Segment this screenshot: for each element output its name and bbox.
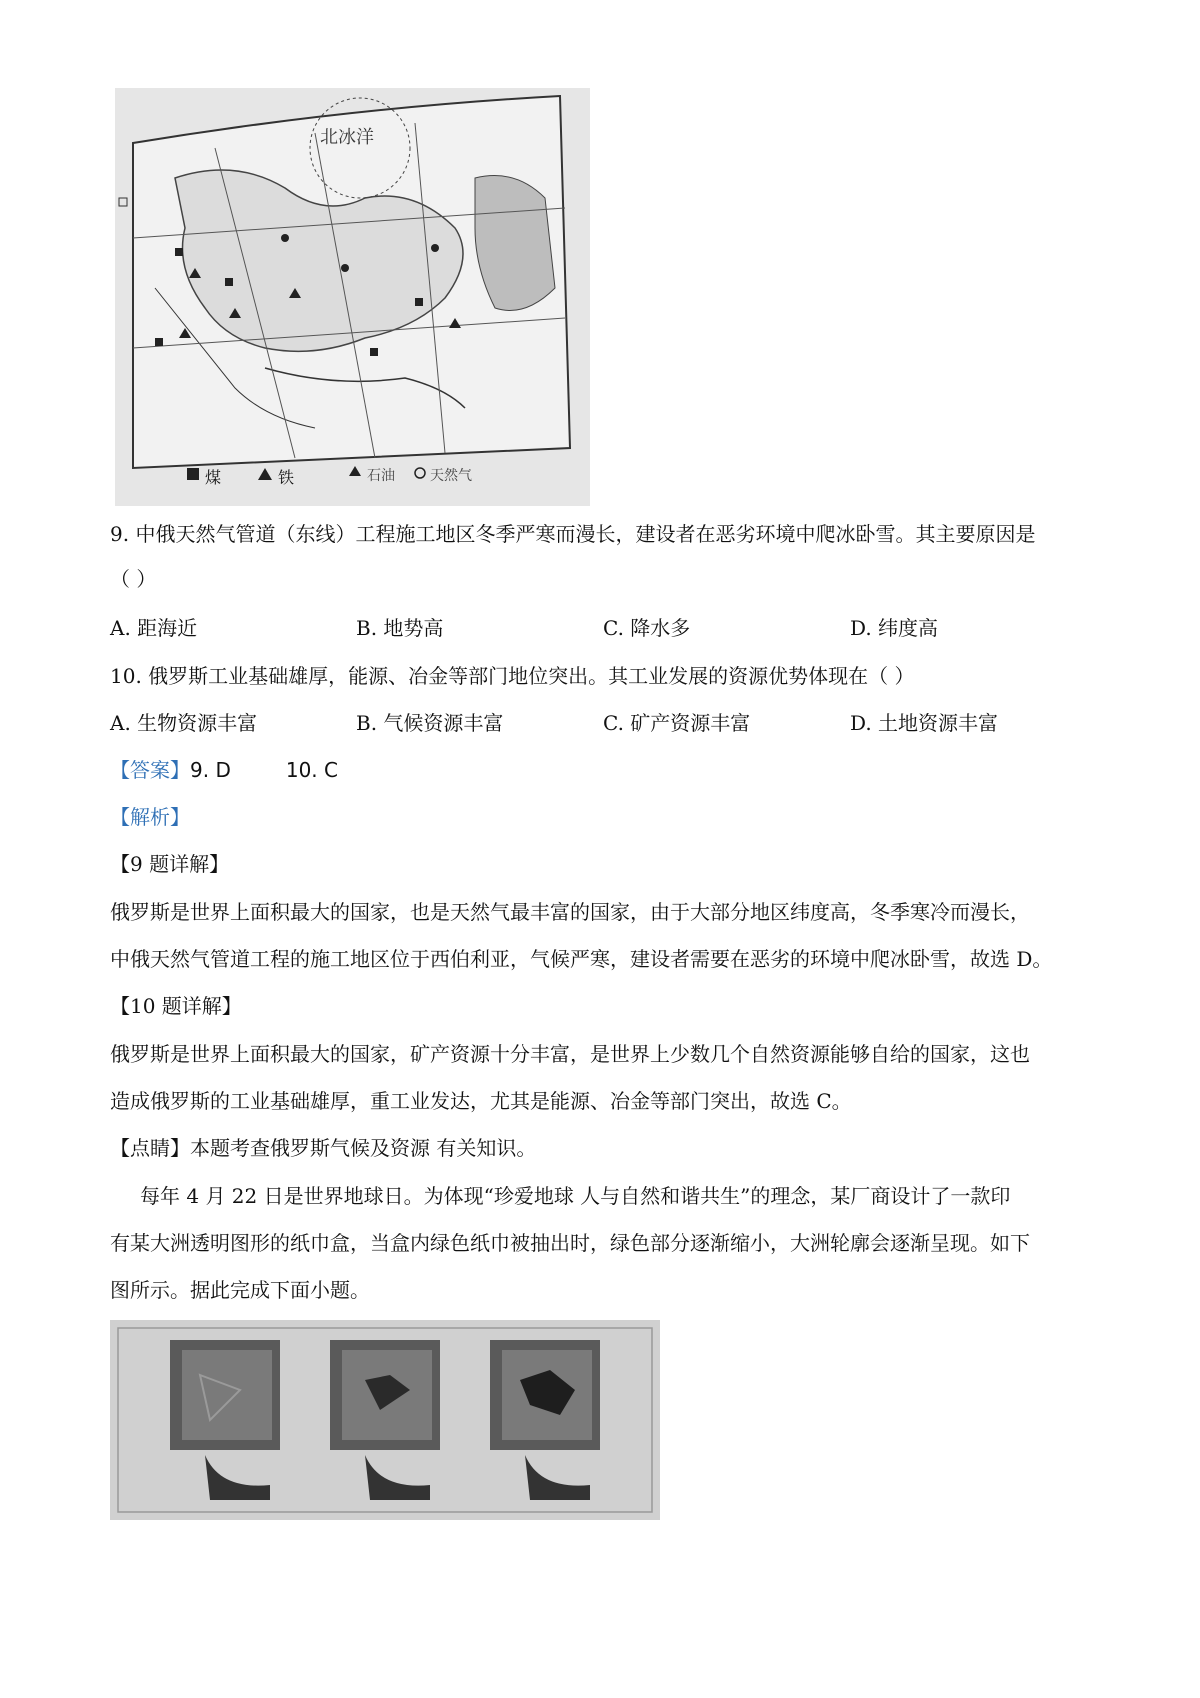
- legend-iron: 铁: [278, 468, 295, 487]
- answer-10: 10. C: [285, 758, 338, 782]
- intro-line3: 图所示。据此完成下面小题。: [110, 1278, 370, 1302]
- tissue-box-figure: [110, 1320, 660, 1520]
- tissue-boxes-drawing: [110, 1320, 660, 1520]
- detail10-line1: 俄罗斯是世界上面积最大的国家，矿产资源十分丰富，是世界上少数几个自然资源能够自给的国家，这也: [110, 1042, 1030, 1066]
- q10-option-b: B. 气候资源丰富: [356, 711, 504, 735]
- legend-gas: 天然气: [430, 468, 472, 484]
- q9-option-b: B. 地势高: [356, 616, 444, 640]
- q9-option-c: C. 降水多: [603, 616, 691, 640]
- q9-text: 9. 中俄天然气管道（东线）工程施工地区冬季严寒而漫长，建设者在恶劣环境中爬冰卧雪。其主要原因是: [110, 522, 1036, 546]
- detail10-line2: 造成俄罗斯的工业基础雄厚，重工业发达，尤其是能源、冶金等部门突出，故选 C。: [110, 1089, 852, 1113]
- russia-resource-map: [115, 88, 590, 506]
- detail9-line2: 中俄天然气管道工程的施工地区位于西伯利亚，气候严寒，建设者需要在恶劣的环境中爬冰卧雪，故选 D。: [110, 947, 1053, 971]
- q9-option-d: D. 纬度高: [850, 616, 939, 640]
- q10-option-d: D. 土地资源丰富: [850, 711, 999, 735]
- legend-coal: 煤: [205, 468, 222, 487]
- ocean-label: 北冰洋: [320, 127, 374, 148]
- detail10-label: 【10 题详解】: [110, 994, 242, 1018]
- answer-9: 9. D: [190, 758, 231, 782]
- map-drawing: [115, 88, 590, 506]
- q9-paren: （ ）: [110, 567, 157, 591]
- detail9-line1: 俄罗斯是世界上面积最大的国家，也是天然气最丰富的国家，由于大部分地区纬度高，冬季寒冷而漫长，: [110, 900, 1030, 924]
- analysis-label: 【解析】: [110, 805, 190, 829]
- detail9-label: 【9 题详解】: [110, 852, 230, 876]
- q10-text: 10. 俄罗斯工业基础雄厚，能源、冶金等部门地位突出。其工业发展的资源优势体现在（ ）: [110, 664, 915, 688]
- q9-option-a: A. 距海近: [110, 616, 198, 640]
- intro-line2: 有某大洲透明图形的纸巾盒，当盒内绿色纸巾被抽出时，绿色部分逐渐缩小，大洲轮廓会逐渐呈现。如下: [110, 1231, 1030, 1255]
- intro-line1: 每年 4 月 22 日是世界地球日。为体现“珍爱地球 人与自然和谐共生”的理念，某厂商设计了一款印: [140, 1184, 1011, 1208]
- q10-option-a: A. 生物资源丰富: [110, 711, 258, 735]
- q10-option-c: C. 矿产资源丰富: [603, 711, 751, 735]
- answer-label: 【答案】: [110, 758, 190, 782]
- answer-row: [110, 754, 338, 783]
- tip-text: 【点睛】本题考查俄罗斯气候及资源 有关知识。: [110, 1136, 537, 1160]
- legend-oil: 石油: [367, 468, 395, 484]
